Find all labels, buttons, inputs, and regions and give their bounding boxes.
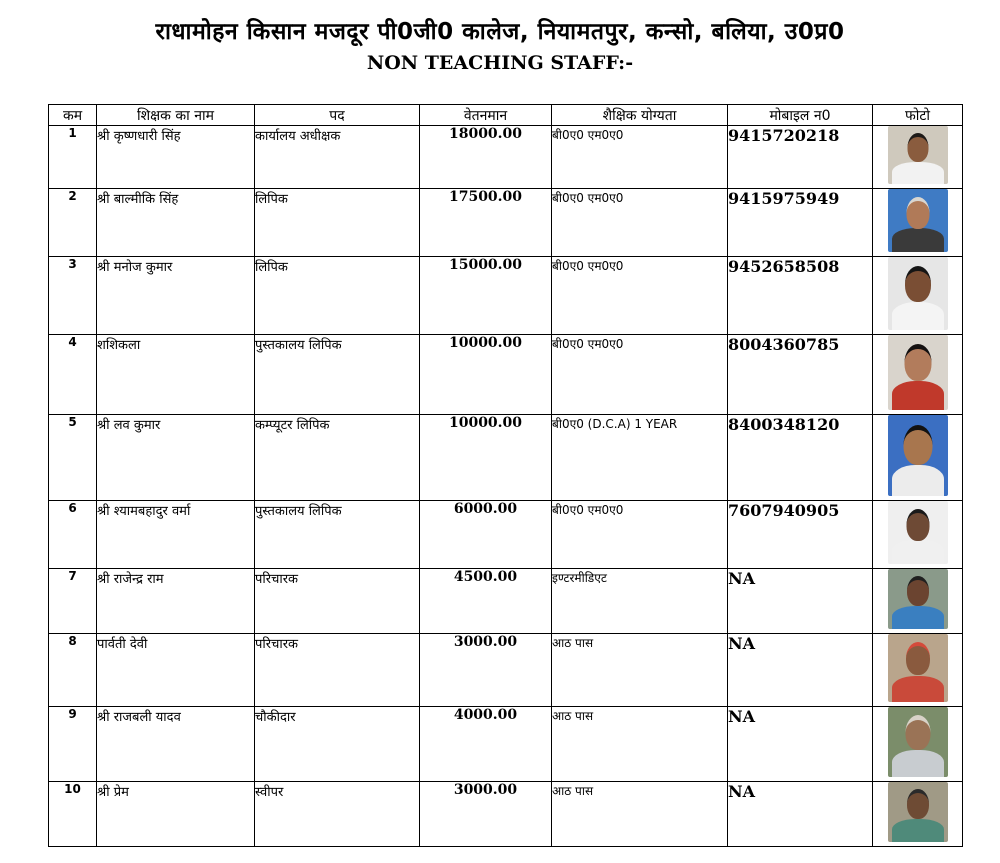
- staff-mobile: 7607940905: [728, 501, 873, 569]
- table-row: [49, 189, 963, 257]
- staff-post: पुस्तकालय लिपिक: [255, 335, 420, 415]
- table-row: [49, 415, 963, 501]
- serial-number: 1: [49, 126, 97, 189]
- photo-face: [907, 789, 929, 819]
- staff-salary: 3000.00: [420, 634, 552, 707]
- table-row: [49, 707, 963, 782]
- photo-face: [905, 266, 931, 302]
- photo-body: [892, 465, 944, 496]
- photo-face: [907, 576, 929, 606]
- staff-name: श्री मनोज कुमार: [97, 257, 255, 335]
- table-row: [49, 126, 963, 189]
- serial-number: 4: [49, 335, 97, 415]
- staff-name: श्री राजेन्द्र राम: [97, 569, 255, 634]
- staff-qualification: बी0ए0 एम0ए0: [552, 189, 728, 257]
- staff-qualification: बी0ए0 एम0ए0: [552, 257, 728, 335]
- staff-photo-cell: [873, 335, 963, 415]
- staff-mobile: 8004360785: [728, 335, 873, 415]
- photo-body: [892, 162, 944, 184]
- staff-post: लिपिक: [255, 257, 420, 335]
- table-row: [49, 335, 963, 415]
- serial-number: 9: [49, 707, 97, 782]
- serial-number: 8: [49, 634, 97, 707]
- staff-name: शशिकला: [97, 335, 255, 415]
- staff-mobile: NA: [728, 707, 873, 782]
- staff-salary: 10000.00: [420, 415, 552, 501]
- serial-number: 6: [49, 501, 97, 569]
- staff-photo: [888, 634, 948, 702]
- serial-number: 3: [49, 257, 97, 335]
- staff-photo: [888, 707, 948, 777]
- photo-body: [892, 750, 944, 777]
- staff-post: कम्प्यूटर लिपिक: [255, 415, 420, 501]
- staff-photo-cell: [873, 189, 963, 257]
- staff-qualification: इण्टरमीडिएट: [552, 569, 728, 634]
- col-header-post: पद: [255, 105, 420, 126]
- staff-photo: [888, 782, 948, 842]
- photo-body: [892, 381, 944, 410]
- photo-face: [904, 344, 931, 381]
- staff-post: चौकीदार: [255, 707, 420, 782]
- staff-name: पार्वती देवी: [97, 634, 255, 707]
- staff-post: स्वीपर: [255, 782, 420, 847]
- staff-photo: [888, 257, 948, 330]
- photo-face: [906, 509, 929, 541]
- staff-qualification: बी0ए0 एम0ए0: [552, 126, 728, 189]
- staff-post: पुस्तकालय लिपिक: [255, 501, 420, 569]
- staff-mobile: NA: [728, 782, 873, 847]
- col-header-qualification: शैक्षिक योग्यता: [552, 105, 728, 126]
- col-header-name: शिक्षक का नाम: [97, 105, 255, 126]
- col-header-photo: फोटो: [873, 105, 963, 126]
- staff-photo-cell: [873, 415, 963, 501]
- staff-name: श्री बाल्मीकि सिंह: [97, 189, 255, 257]
- staff-salary: 15000.00: [420, 257, 552, 335]
- table-row: [49, 501, 963, 569]
- photo-face: [906, 197, 929, 229]
- photo-face: [903, 425, 932, 465]
- serial-number: 2: [49, 189, 97, 257]
- staff-name: श्री श्यामबहादुर वर्मा: [97, 501, 255, 569]
- serial-number: 7: [49, 569, 97, 634]
- staff-photo: [888, 569, 948, 629]
- photo-body: [892, 228, 944, 252]
- photo-face: [905, 715, 930, 750]
- staff-post: कार्यालय अधीक्षक: [255, 126, 420, 189]
- staff-mobile: 9415720218: [728, 126, 873, 189]
- staff-mobile: NA: [728, 634, 873, 707]
- staff-photo: [888, 415, 948, 496]
- staff-qualification: आठ पास: [552, 782, 728, 847]
- staff-photo-cell: [873, 126, 963, 189]
- staff-name: श्री कृष्णधारी सिंह: [97, 126, 255, 189]
- staff-name: श्री लव कुमार: [97, 415, 255, 501]
- table-row: [49, 257, 963, 335]
- photo-face: [907, 133, 928, 162]
- table-row: [49, 634, 963, 707]
- staff-qualification: बी0ए0 एम0ए0: [552, 335, 728, 415]
- staff-photo: [888, 335, 948, 410]
- staff-salary: 3000.00: [420, 782, 552, 847]
- staff-salary: 18000.00: [420, 126, 552, 189]
- staff-name: श्री राजबली यादव: [97, 707, 255, 782]
- photo-body: [892, 819, 944, 842]
- photo-body: [892, 606, 944, 629]
- staff-salary: 6000.00: [420, 501, 552, 569]
- page-subtitle: NON TEACHING STAFF:-: [366, 52, 634, 74]
- photo-body: [892, 302, 944, 330]
- staff-mobile: 9452658508: [728, 257, 873, 335]
- table-row: [49, 782, 963, 847]
- col-header-salary: वेतनमान: [420, 105, 552, 126]
- staff-photo: [888, 189, 948, 252]
- staff-mobile: NA: [728, 569, 873, 634]
- photo-body: [892, 676, 944, 702]
- staff-qualification: बी0ए0 (D.C.A) 1 YEAR: [552, 415, 728, 501]
- staff-mobile: 8400348120: [728, 415, 873, 501]
- staff-salary: 4500.00: [420, 569, 552, 634]
- photo-body: [892, 540, 944, 564]
- staff-qualification: आठ पास: [552, 634, 728, 707]
- staff-salary: 10000.00: [420, 335, 552, 415]
- staff-post: लिपिक: [255, 189, 420, 257]
- staff-photo-cell: [873, 707, 963, 782]
- col-header-sn: कम: [49, 105, 97, 126]
- photo-face: [906, 642, 930, 675]
- staff-photo: [888, 126, 948, 184]
- staff-salary: 17500.00: [420, 189, 552, 257]
- staff-qualification: बी0ए0 एम0ए0: [552, 501, 728, 569]
- staff-post: परिचारक: [255, 569, 420, 634]
- staff-name: श्री प्रेम: [97, 782, 255, 847]
- col-header-mobile: मोबाइल न0: [728, 105, 873, 126]
- staff-mobile: 9415975949: [728, 189, 873, 257]
- staff-salary: 4000.00: [420, 707, 552, 782]
- staff-post: परिचारक: [255, 634, 420, 707]
- page-title: राधामोहन किसान मजदूर पी0जी0 कालेज, नियामतपुर, कन्सो, बलिया, उ0प्र0: [155, 19, 845, 45]
- staff-photo: [888, 501, 948, 564]
- staff-photo-cell: [873, 501, 963, 569]
- staff-photo-cell: [873, 634, 963, 707]
- staff-photo-cell: [873, 257, 963, 335]
- table-header-row: [49, 105, 963, 126]
- serial-number: 5: [49, 415, 97, 501]
- staff-photo-cell: [873, 782, 963, 847]
- staff-photo-cell: [873, 569, 963, 634]
- table-row: [49, 569, 963, 634]
- staff-table-body: [49, 126, 963, 847]
- staff-table: [48, 104, 963, 847]
- staff-qualification: आठ पास: [552, 707, 728, 782]
- serial-number: 10: [49, 782, 97, 847]
